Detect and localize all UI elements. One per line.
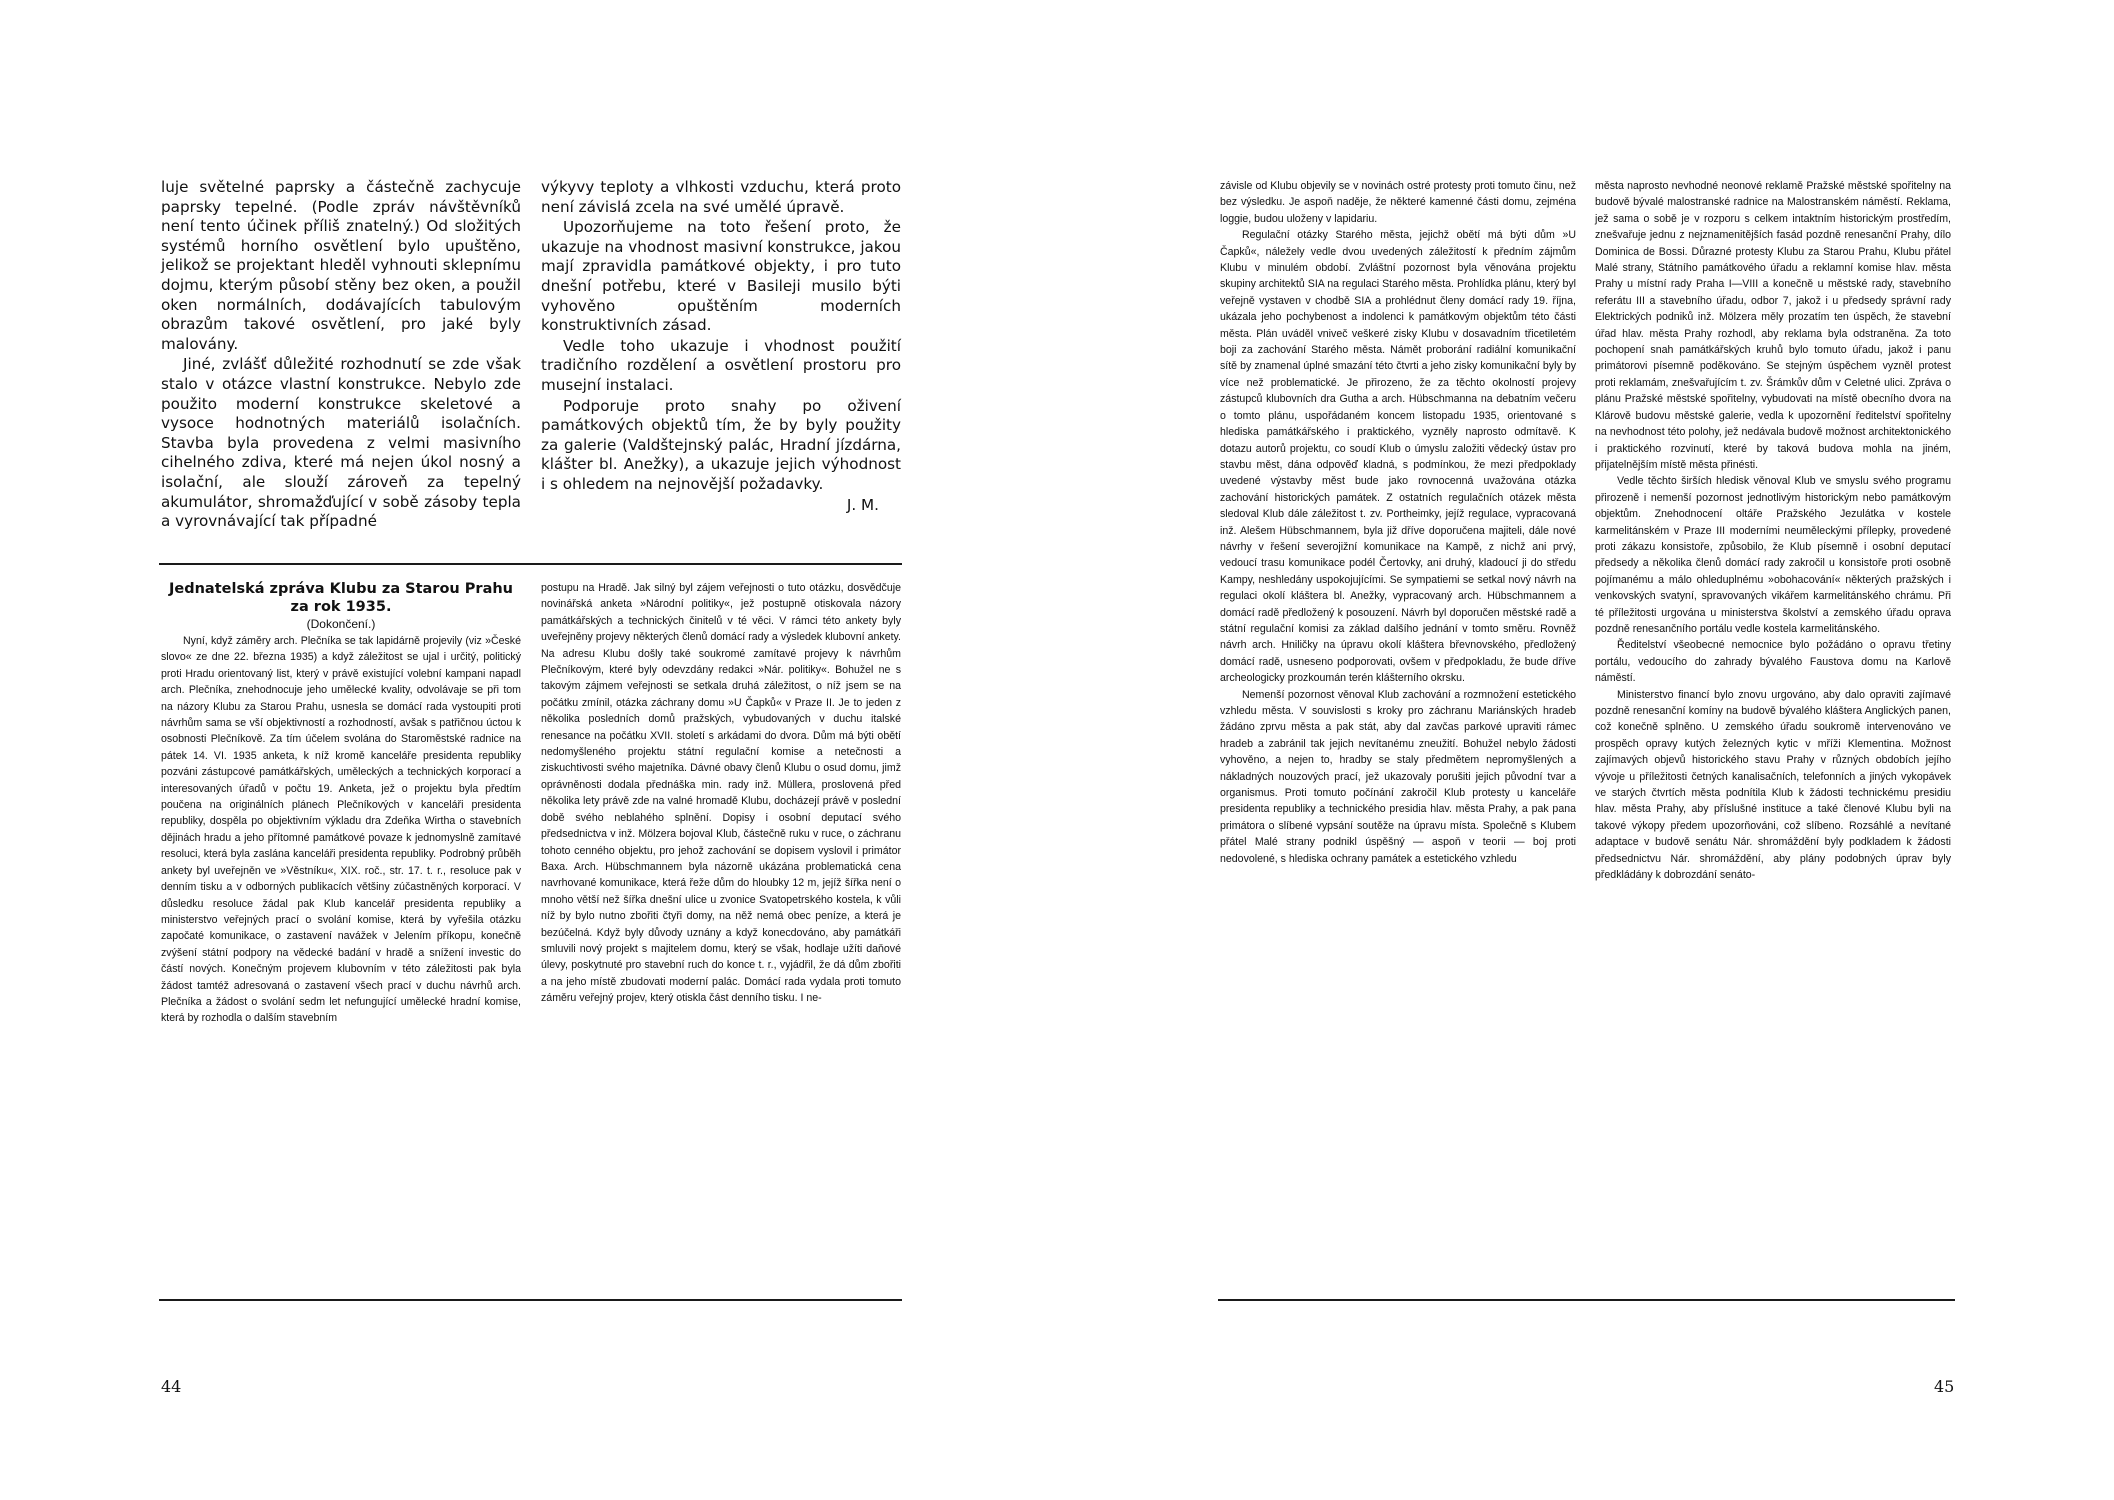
article-column-left bbox=[161, 580, 521, 1027]
paragraph: Vedle toho ukazuje i vhodnost použití tradičního rozdělení a osvětlení prostoru pro musejní instalaci. bbox=[541, 336, 901, 394]
footer-rule bbox=[159, 1299, 902, 1301]
upper-column-left bbox=[161, 178, 521, 532]
paragraph: Nemenší pozornost věnoval Klub zachování a rozmnožení estetického vzhledu města. V souvislosti s kroky pro záchranu Mariánských hradeb žádáno zprvu města a pak stát, aby dal zavčas parkové upraviti rámec hradeb a zabránil tak jejich nevítanému zneužití. Bohužel nebylo žádosti vyhověno, a nejen to, hradby se staly předmětem nepromyšlených a nákladných nouzových prací, jež ukazovaly porušiti jejich původní tvar a organismus. Proti tomuto počínání zakročil Klub protesty u kanceláře presidenta republiky a technického presidia hlav. města Prahy, a pak pana primátora o slíbené vypsání soutěže na úpravu místa. Společně s Klubem přátel Malé strany podnikl úspěšný — aspoň v teorii — boj proti nedovolené, s hlediska ochrany památek a estetického vzhledu bbox=[1220, 688, 1576, 865]
right-column-left bbox=[1220, 178, 1576, 867]
paragraph: Regulační otázky Starého města, jejichž obětí má býti dům »U Čapků«, náležely vedle dvou uvedených záležitostí k předním zájmům Klubu v minulém období. Zvláštní pozornost byla věnována projektu skupiny architektů SIA na regulaci Starého města. Prohlídka plánu, který byl veřejně vystaven v chodbě SIA a prohlédnut členy domácí rady 19. října, ukázala jeho pochybenost a indolenci k památkovým objektům této části města. Plán uváděl vniveč veškeré zisky Klubu v dosavadním třicetiletém boji za zachování Starého města. Námět proborání radiální komunikační sítě by znamenal úplné smazání této čtvrti a jeho zisky komunikační byly by více než problematické. Je přirozeno, že za těchto okolností projevy zástupců klubovních dra Gutha a arch. Hübschmanna na debatním večeru o tomto plánu, uspořádaném koncem listopadu 1935, orientované s hlediska památkářského i praktického, vyzněly naprosto odmítavě. K dotazu autorů projektu, co soudí Klub o úmyslu založiti vědecký ústav pro stavbu měst, dána odpověď kladná, s podmínkou, že mezi předpoklady uvedené výstavby měst bude jako rovnocenná uvažována otázka zachování historických památek. Z ostatních regulačních otázek města sledoval Klub dále záležitost t. zv. Portheimky, jejíž regulace, vypracovaná inž. Alešem Hübschmannem, byla již dříve doporučena majiteli, dále nové návrhy v řešení severojižní komunikace na Kampě, z nichž ani prvý, vedoucí trasu komunikace podél Čertovky, ani druhý, kladoucí ji do středu Kampy, neshledány uspokojujícími. Se sympatiemi se setkal nový návrh na regulaci okolí kláštera bl. Anežky, vypracovaný arch. Hübschmannem a domácí radě předložený k posouzení. Návrh byl doporučen městské radě a státní regulační komisi za základ dalšího jednání v tomto směru. Rovněž návrh arch. Hniličky na úpravu okolí kláštera břevnovského, předložený domácí radě, usneseno podporovati, ovšem v předpokladu, že bude dříve archeologicky prozkoumán terén klášterního okrsku. bbox=[1220, 229, 1576, 685]
paragraph: Vedle těchto širších hledisk věnoval Klub ve smyslu svého programu přirozeně i nemenší pozornost jednotlivým historickým nebo památkovým objektům. Znehodnocení oltáře Pražského Jezulátka v kostele karmelitánském v Praze III moderními neuměleckými přílepky, provedené proti zákazu konsistoře, způsobilo, že Klub písemně i osobní deputací předsedy a několika členů domácí rady zakročil u konsistoře proti osobně pojímanému a málo ohleduplnému »obohacování« některých pražských i venkovských svatyní, spravovaných vikářem karmelitánského chrámu. Při té příležitosti urgována u ministerstva školství a zemského úřadu oprava pozdně renesančního portálu vedle kostela karmelitánského. bbox=[1595, 475, 1951, 635]
right-column-right bbox=[1595, 178, 1951, 883]
article-subtitle: (Dokončení.) bbox=[306, 617, 376, 631]
page-number: 45 bbox=[1934, 1377, 1955, 1396]
paragraph: Upozorňujeme na toto řešení proto, že ukazuje na vhodnost masivní konstrukce, jakou mají zpravidla památkové objekty, i pro tuto dnešní potřebu, které v Basileji musilo býti vyhověno opuštěním moderních konstruktivních zásad. bbox=[541, 218, 902, 335]
page-number: 44 bbox=[161, 1377, 182, 1396]
author-signature: J. M. bbox=[846, 495, 879, 514]
paragraph: města naprosto nevhodné neonové reklamě Pražské městské spořitelny na budově bývalé malostranské radnice na Malostranském náměstí. Reklama, jež sama o sobě je v rozporu s celkem intaktním historickým prostředím, znešvařuje jednu z nejznamenitějších fasád pozdně renesanční Prahy, dílo Dominica de Bossi. Důrazné protesty Klubu za Starou Prahu, Klubu přátel Malé strany, Státního památkového úřadu a reklamní komise hlav. města Prahy u místní rady Praha I—VIII a konečně u městské rady, stavebního referátu III a stavebního úřadu, odbor 7, jakož i u předsedy správní rady Elektrických podniků inž. Mölzera měly prozatím ten úspěch, že stavební úřad hlav. města Prahy rozhodl, aby reklama byla odstraněna. Za toto pochopení snah památkářských kruhů bylo tomuto úřadu, jakož i panu primátorovi písemně poděkováno. Se stejným úspěchem vyzněl protest proti reklamám, znešvařujícím t. zv. Šrámkův dům v Celetné ulici. Zpráva o plánu Pražské městské spořitelny, vybudovati na místě obecního dvora na Klárově budovu městské galerie, vedla k upozornění ředitelství spořitelny na nevhodnost této polohy, jež nedávala budově možnost architektonického i praktického rozvinutí, které by taková budova mohla na jiném, přijatelnějším místě města přinésti. bbox=[1595, 180, 1951, 471]
paragraph: luje světelné paprsky a částečně zachycuje paprsky tepelné. (Podle zpráv návštěvníků není tento účinek příliš znatelný.) Od složitých systémů horního osvětlení bylo upuštěno, jelikož se projektant hleděl vyhnouti sklepnímu dojmu, kterým působí stěny bez oken, a použil oken normálních, dodávajících tabulovým obrazům takové osvětlení, pro jaké byly malovány. bbox=[161, 178, 521, 353]
paragraph: Ředitelství všeobecné nemocnice bylo požádáno o opravu třetiny portálu, vedoucího do zahrady bývalého Faustova domu na Karlově náměstí. bbox=[1595, 639, 1951, 685]
paragraph: výkyvy teploty a vlhkosti vzduchu, která proto není závislá zcela na své umělé úpravě. bbox=[541, 178, 901, 216]
paragraph: Nyní, když záměry arch. Plečníka se tak lapidárně projevily (viz »České slovo« ze dne 22. března 1935) a když záležitost se ujal i určitý, politický proti Hradu orientovaný list, který v právě existující volební kampani napadl arch. Plečníka, znehodnocuje jeho umělecké kvality, odvolávaje se při tom na názory Klubu za Starou Prahu, usnesla se domácí rada vystoupiti proti návrhům sama se vší objektivností a rozhodností, avšak s patřičnou úctou k osobnosti Plečníkově. Za tím účelem svolána do Staroměstské radnice na pátek 14. VI. 1935 anketa, k níž kromě kanceláře presidenta republiky pozváni zástupcové památkářských, uměleckých a technických korporací a interesovaných úřadů v počtu 19. Anketa, jež o projektu byla předtím poučena na originálních plánech Plečníkových v kanceláři presidenta republiky, dospěla po objektivním výkladu dra Zdeňka Wirtha o stavebních dějinách hradu a jeho přítomné památkové povaze k jednomyslně zamítavé resoluci, která byla zaslána kanceláři presidenta republiky. Podrobný průběh ankety byl uveřejněn ve »Věstníku«, XIX. roč., str. 17. t. r., resoluce pak v denním tisku a v odborných publikacích většiny zúčastněných korporací. V důsledku resoluce žádal pak Klub kancelář presidenta republiky a ministerstvo veřejných prací o svolání komise, která by vyřešila otázku započaté komunikace, o zastavení navážek v Jelením příkopu, konečně zvýšení státní podpory na vědecké badání v hradě a snížení investic do částí nových. Konečným projevem klubovním v této záležitosti pak byla žádost tamtéž adresovaná o zastavení všech prací v duchu návrhů arch. Plečníka a žádost o svolání sedm let nefungující umělecké hradní komise, která by rozhodla o dalším stavebním bbox=[161, 635, 521, 1025]
footer-rule bbox=[1218, 1299, 1955, 1301]
paragraph: Jiné, zvlášť důležité rozhodnutí se zde však stalo v otázce vlastní konstrukce. Nebylo zde použito moderní konstrukce skeletové a vysoce hodnotných materiálů isolačních. Stavba byla provedena z velmi masivního cihelného zdiva, které má nejen úkol nosný a isolační, ale slouží zároveň za tepelný akumulátor, shromažďující v sobě zásoby tepla a vyrovnávající tak případné bbox=[161, 355, 521, 531]
paragraph: závisle od Klubu objevily se v novinách ostré protesty proti tomuto činu, než bez výsledku. Je aspoň naděje, že některé kamenné části domu, zejména loggie, budou uloženy v lapidariu. bbox=[1220, 180, 1576, 225]
right-page bbox=[1057, 0, 2114, 1500]
paragraph: Podporuje proto snahy po oživení památkových objektů tím, že by byly použity za galerie (Valdštejnský palác, Hradní jízdárna, klášter bl. Anežky), a ukazuje jejich výhodnost i s ohledem na nejnovější požadavky. bbox=[541, 396, 901, 493]
article-column-right bbox=[541, 580, 901, 1007]
section-divider bbox=[159, 563, 902, 565]
paragraph: Ministerstvo financí bylo znovu urgováno, aby dalo opraviti zajímavé pozdně renesanční komíny na budově bývalého kláštera Anglických panen, což konečně splněno. U zemského úřadu soukromě intervenováno ve prospěch opravy kutých železných kytic v mříži Klementina. Možnost zajímavých objevů historického stavu Prahy v různých obdobích jejího vývoje u příležitosti četných kanalisačních, telefonních a jiných vykopávek ve starých čtvrtích města podnítila Klub k žádosti technickému presidiu hlav. města Prahy, aby příslušné instituce a také členové Klubu byli na takové výkopy předem upozorňováni, což slíbeno. Rozsáhlé a nevítané adaptace v budově senátu Nár. shromáždění byly podkladem k žádosti předsednictvu Nár. shromáždění, aby plány podobných úprav byly předkládány k dobrozdání senáto- bbox=[1595, 688, 1951, 882]
upper-column-right bbox=[541, 178, 901, 515]
article-title: Jednatelská zpráva Klubu za Starou Prahu za rok 1935. bbox=[169, 581, 513, 615]
paragraph: postupu na Hradě. Jak silný byl zájem veřejnosti o tuto otázku, dosvědčuje novinářská anketa »Národní politiky«, jež postupně otiskovala názory památkářských a technických činitelů v té věci. V rámci této ankety byly uveřejněny projevy některých členů domácí rady a výsledek klubovní ankety. Na adresu Klubu došly také soukromé zamítavé projevy k návrhům Plečníkovým, které byly odevzdány redakci »Nár. politiky«. Bohužel ne s takovým zájmem veřejnosti se setkala druhá záležitost, o níž jsem se na počátku zmínil, otázka záchrany domu »U Čapků« v Praze II. Je to jeden z několika posledních domů pražských, vybudovaných v duchu italské renesance na počátku XVII. století s arkádami do dvora. Dům má býti obětí nedomyšleného projektu státní regulační komise a netečnosti a ziskuchtivosti svého majetníka. Dávné obavy členů Klubu o osud domu, jimž oprávněnosti dodala přednáška min. rady inž. Müllera, proslovená před několika lety právě zde na valné hromadě Klubu, docházejí právě v poslední době svého neblahého splnění. Dopisy i osobní deputací svého předsednictva v inž. Mölzera bojoval Klub, částečně ruku v ruce, o záchranu tohoto cenného objektu, pro jehož zachování se dopisem vyslovil i primátor Baxa. Arch. Hübschmannem byla názorně ukázána problematická cena navrhované komunikace, která řeže dům do hloubky 12 m, jejíž šířka není o mnoho větší než šířka dnešní ulice u zvonice Svatopetrského kostela, k vůli níž by bylo nutno zbořiti čtyři domy, na něž nemá obec peníze, a která je bezúčelná. Když byly důvody uznány a když konecdováno, aby památkáři smluvili nový projekt s majitelem domu, který se však, hodlaje užíti daňové úlevy, poskytnuté pro stavební ruch do konce t. r., vyjádřil, že dá dům zbořiti a na jeho místě zbudovati moderní palác. Domácí rada vydala proti tomuto záměru veřejný projev, který otiskla část denního tisku. I ne- bbox=[541, 582, 901, 1005]
